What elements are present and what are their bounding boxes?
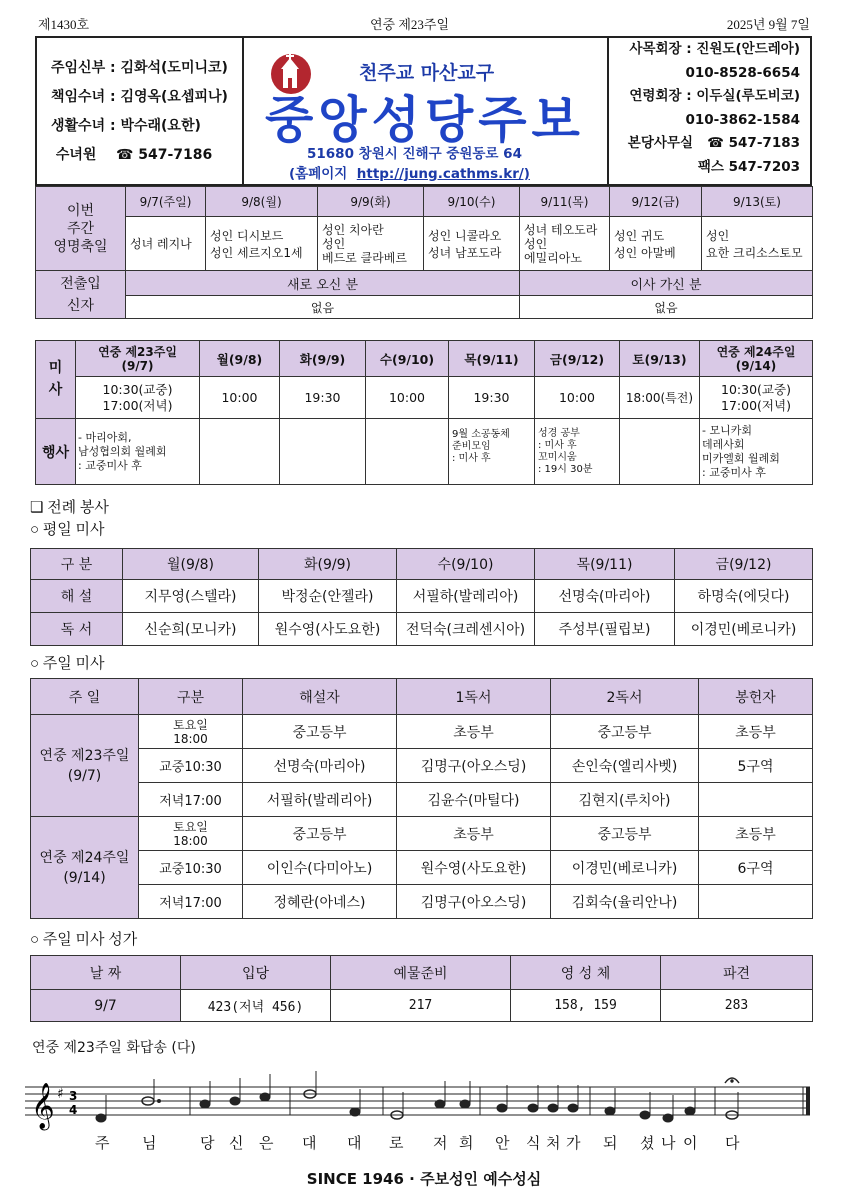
svg-text:4: 4	[69, 1103, 78, 1117]
lyric: 나	[661, 1134, 676, 1152]
table-cell: 158, 159	[511, 990, 661, 1022]
table-cell: 저녁17:00	[139, 783, 243, 817]
sunday-header: 구분	[139, 679, 243, 715]
saints-label: 이번 주간 영명축일	[36, 187, 126, 271]
saint-day: 9/7(주일)	[126, 187, 206, 217]
saint-day: 9/9(화)	[318, 187, 424, 217]
lyric: 신	[229, 1134, 244, 1152]
contact-info: 사목회장 : 진원도(안드레아) 010-8528-6654 연령회장 : 이두실(루도비코) 010-3862-1584 본당사무실 ☎ 547-7183 팩스 547-7203	[627, 41, 800, 175]
mass-header: 목(9/11)	[449, 341, 535, 377]
mass-time: 10:30(교중) 17:00(저녁)	[700, 377, 813, 419]
sunday-header: 해설자	[243, 679, 397, 715]
lyric: 이	[683, 1134, 698, 1152]
songs-header: 입당	[181, 956, 331, 990]
table-cell: 서필하(발레리아)	[397, 580, 535, 613]
weekday-header: 금(9/12)	[675, 549, 813, 580]
table-cell: 선명숙(마리아)	[535, 580, 675, 613]
saint-names: 성녀 레지나	[126, 217, 206, 271]
lyric: 대	[347, 1134, 362, 1152]
songs-header: 파견	[661, 956, 813, 990]
songs-header: 영 성 체	[511, 956, 661, 990]
lyric: 가	[566, 1134, 581, 1152]
event-label: 행사	[36, 419, 76, 485]
lyric: 주	[95, 1134, 110, 1152]
table-cell: 이인수(다미아노)	[243, 851, 397, 885]
sunday-header: 2독서	[551, 679, 699, 715]
saint-day: 9/12(금)	[610, 187, 702, 217]
event-cell: 9월 소공동체 준비모임 : 미사 후	[449, 419, 535, 485]
saint-names: 성인 요한 크리소스토모	[702, 217, 813, 271]
lyric: 은	[259, 1134, 274, 1152]
weekday-header: 화(9/9)	[259, 549, 397, 580]
mass-time: 18:00(특전)	[620, 377, 700, 419]
footer-text: SINCE 1946 · 주보성인 예수성심	[306, 1170, 542, 1188]
songs-table	[30, 955, 813, 1022]
issue-date: 2025년 9월 7일	[726, 17, 810, 32]
table-cell: 저녁17:00	[139, 885, 243, 919]
liturgy-title: ❑ 전례 봉사	[30, 500, 109, 516]
mass-schedule-table	[35, 340, 813, 485]
pastor-line: 주임신부 : 김화석(도미니코)	[51, 60, 228, 76]
psalm-score	[25, 1065, 815, 1155]
event-cell: 성경 공부 : 미사 후 꼬미시움 : 19시 30분	[535, 419, 620, 485]
saint-day: 9/8(월)	[206, 187, 318, 217]
weekday-row-label: 해 설	[31, 580, 123, 613]
table-cell: 정혜란(아네스)	[243, 885, 397, 919]
saint-names: 성녀 테오도라 성인 에밀리아노	[520, 217, 610, 271]
saint-day: 9/11(목)	[520, 187, 610, 217]
saint-day: 9/13(토)	[702, 187, 813, 217]
table-cell: 중고등부	[551, 817, 699, 851]
weekday-header: 수(9/10)	[397, 549, 535, 580]
saint-names: 성인 치아란 성인 베드로 클라베르	[318, 217, 424, 271]
event-cell: - 마리아회, 남성협의회 월례회 : 교중미사 후	[76, 419, 200, 485]
table-cell: 박정순(안젤라)	[259, 580, 397, 613]
sunday-header: 주 일	[31, 679, 139, 715]
week-name: 연중 제23주일	[370, 17, 450, 32]
church-address: 51680 창원시 진해구 중원동로 64	[307, 146, 522, 162]
mass-time: 10:00	[366, 377, 449, 419]
songs-date: 9/7	[31, 990, 181, 1022]
mass-header: 화(9/9)	[280, 341, 366, 377]
sunday-title: ○ 주일 미사	[30, 656, 105, 672]
lyric: 당	[200, 1134, 215, 1152]
time-sig-icon: 3	[69, 1089, 78, 1103]
table-cell: 토요일 18:00	[139, 817, 243, 851]
lyric: 셨	[640, 1134, 655, 1152]
table-cell: 김명구(아오스딩)	[397, 885, 551, 919]
mass-time: 19:30	[280, 377, 366, 419]
table-cell: 토요일 18:00	[139, 715, 243, 749]
event-cell	[366, 419, 449, 485]
songs-header: 날 짜	[31, 956, 181, 990]
homepage-link[interactable]: http://jung.cathms.kr/)	[356, 166, 530, 182]
table-cell	[699, 885, 813, 919]
table-cell: 전덕숙(크레센시아)	[397, 613, 535, 646]
table-cell: 283	[661, 990, 813, 1022]
lyric: 님	[142, 1134, 157, 1152]
table-cell: 김현지(루치아)	[551, 783, 699, 817]
staff-info	[51, 54, 228, 170]
mass-label: 미 사	[36, 341, 76, 419]
table-cell: 423(저녁 456)	[181, 990, 331, 1022]
event-cell	[280, 419, 366, 485]
lyric: 로	[389, 1134, 404, 1152]
table-cell: 중고등부	[243, 715, 397, 749]
sister1-line: 책임수녀 : 김영옥(요셉피나)	[51, 89, 228, 105]
new-members-label: 새로 오신 분	[126, 271, 520, 296]
table-cell	[699, 783, 813, 817]
lyric: 저	[433, 1134, 448, 1152]
sunday-header: 봉헌자	[699, 679, 813, 715]
mass-header: 토(9/13)	[620, 341, 700, 377]
sunday-group: 연중 제24주일 (9/14)	[31, 817, 139, 919]
lyric: 다	[725, 1134, 740, 1152]
songs-title: ○ 주일 미사 성가	[30, 932, 138, 948]
table-cell: 서필하(발레리아)	[243, 783, 397, 817]
table-cell: 김윤수(마틸다)	[397, 783, 551, 817]
table-cell: 김명구(아오스딩)	[397, 749, 551, 783]
mass-time: 19:30	[449, 377, 535, 419]
saints-table	[35, 186, 813, 319]
sunday-header: 1독서	[397, 679, 551, 715]
table-cell: 주성부(필립보)	[535, 613, 675, 646]
mass-time: 10:00	[200, 377, 280, 419]
weekday-table	[30, 548, 813, 646]
weekday-title: ○ 평일 미사	[30, 522, 105, 538]
sunday-table	[30, 678, 813, 919]
table-cell: 중고등부	[243, 817, 397, 851]
table-cell: 원수영(사도요한)	[259, 613, 397, 646]
table-cell: 손인숙(엘리사벳)	[551, 749, 699, 783]
lyric: 안	[495, 1134, 510, 1152]
table-cell: 6구역	[699, 851, 813, 885]
table-cell: 김회숙(율리안나)	[551, 885, 699, 919]
table-cell: 선명숙(마리아)	[243, 749, 397, 783]
table-cell: 이경민(베로니카)	[551, 851, 699, 885]
table-cell: 하명숙(에딧다)	[675, 580, 813, 613]
saint-day: 9/10(수)	[424, 187, 520, 217]
weekday-row-label: 독 서	[31, 613, 123, 646]
masthead	[35, 36, 812, 186]
weekday-header: 목(9/11)	[535, 549, 675, 580]
table-cell: 초등부	[397, 817, 551, 851]
table-cell: 217	[331, 990, 511, 1022]
weekday-header: 월(9/8)	[123, 549, 259, 580]
sister2-line: 생활수녀 : 박수래(요한)	[51, 118, 201, 134]
mass-header: 수(9/10)	[366, 341, 449, 377]
issue-number: 제1430호	[38, 17, 90, 32]
saint-names: 성인 귀도 성인 아말베	[610, 217, 702, 271]
psalm-lyrics	[95, 1134, 740, 1152]
lyric: 되	[603, 1134, 618, 1152]
moved-members-label: 이사 가신 분	[520, 271, 813, 296]
table-cell: 초등부	[397, 715, 551, 749]
homepage: (홈페이지 http://jung.cathms.kr/)	[289, 166, 530, 182]
mass-header: 월(9/8)	[200, 341, 280, 377]
table-cell: 원수영(사도요한)	[397, 851, 551, 885]
lyric: 대	[302, 1134, 317, 1152]
table-cell: 이경민(베로니카)	[675, 613, 813, 646]
new-members-value: 없음	[126, 296, 520, 319]
table-cell: 교중10:30	[139, 851, 243, 885]
transfer-label: 전출입 신자	[36, 271, 126, 319]
moved-members-value: 없음	[520, 296, 813, 319]
table-cell: 초등부	[699, 715, 813, 749]
sharp-icon: ♯	[57, 1086, 64, 1102]
mass-time: 10:00	[535, 377, 620, 419]
table-cell: 중고등부	[551, 715, 699, 749]
table-cell: 지무영(스텔라)	[123, 580, 259, 613]
saint-names: 성인 니콜라오 성녀 남포도라	[424, 217, 520, 271]
mass-time: 10:30(교중) 17:00(저녁)	[76, 377, 200, 419]
weekday-header: 구 분	[31, 549, 123, 580]
table-cell: 신순희(모니카)	[123, 613, 259, 646]
event-cell: - 모니카회 데레사회 미카엘회 월례회 : 교중미사 후	[700, 419, 813, 485]
lyric: 처	[546, 1134, 561, 1152]
treble-clef-icon: 𝄞	[31, 1083, 55, 1129]
convent-line: 수녀원 ☎ 547-7186	[55, 147, 213, 163]
table-cell: 초등부	[699, 817, 813, 851]
mass-header: 연중 제23주일 (9/7)	[76, 341, 200, 377]
psalm-title: 연중 제23주일 화답송 (다)	[32, 1040, 196, 1056]
top-line	[38, 10, 810, 36]
lyric: 식	[526, 1134, 541, 1152]
lyric: 희	[459, 1134, 474, 1152]
table-cell: 5구역	[699, 749, 813, 783]
mass-header: 금(9/12)	[535, 341, 620, 377]
sunday-group: 연중 제23주일 (9/7)	[31, 715, 139, 817]
event-cell	[200, 419, 280, 485]
mass-header: 연중 제24주일 (9/14)	[700, 341, 813, 377]
bulletin-title: 중앙성당주보	[265, 91, 585, 149]
saint-names: 성인 디시보드 성인 세르지오1세	[206, 217, 318, 271]
songs-header: 예물준비	[331, 956, 511, 990]
diocese-name: 천주교 마산교구	[359, 62, 495, 84]
table-cell: 교중10:30	[139, 749, 243, 783]
event-cell	[620, 419, 700, 485]
